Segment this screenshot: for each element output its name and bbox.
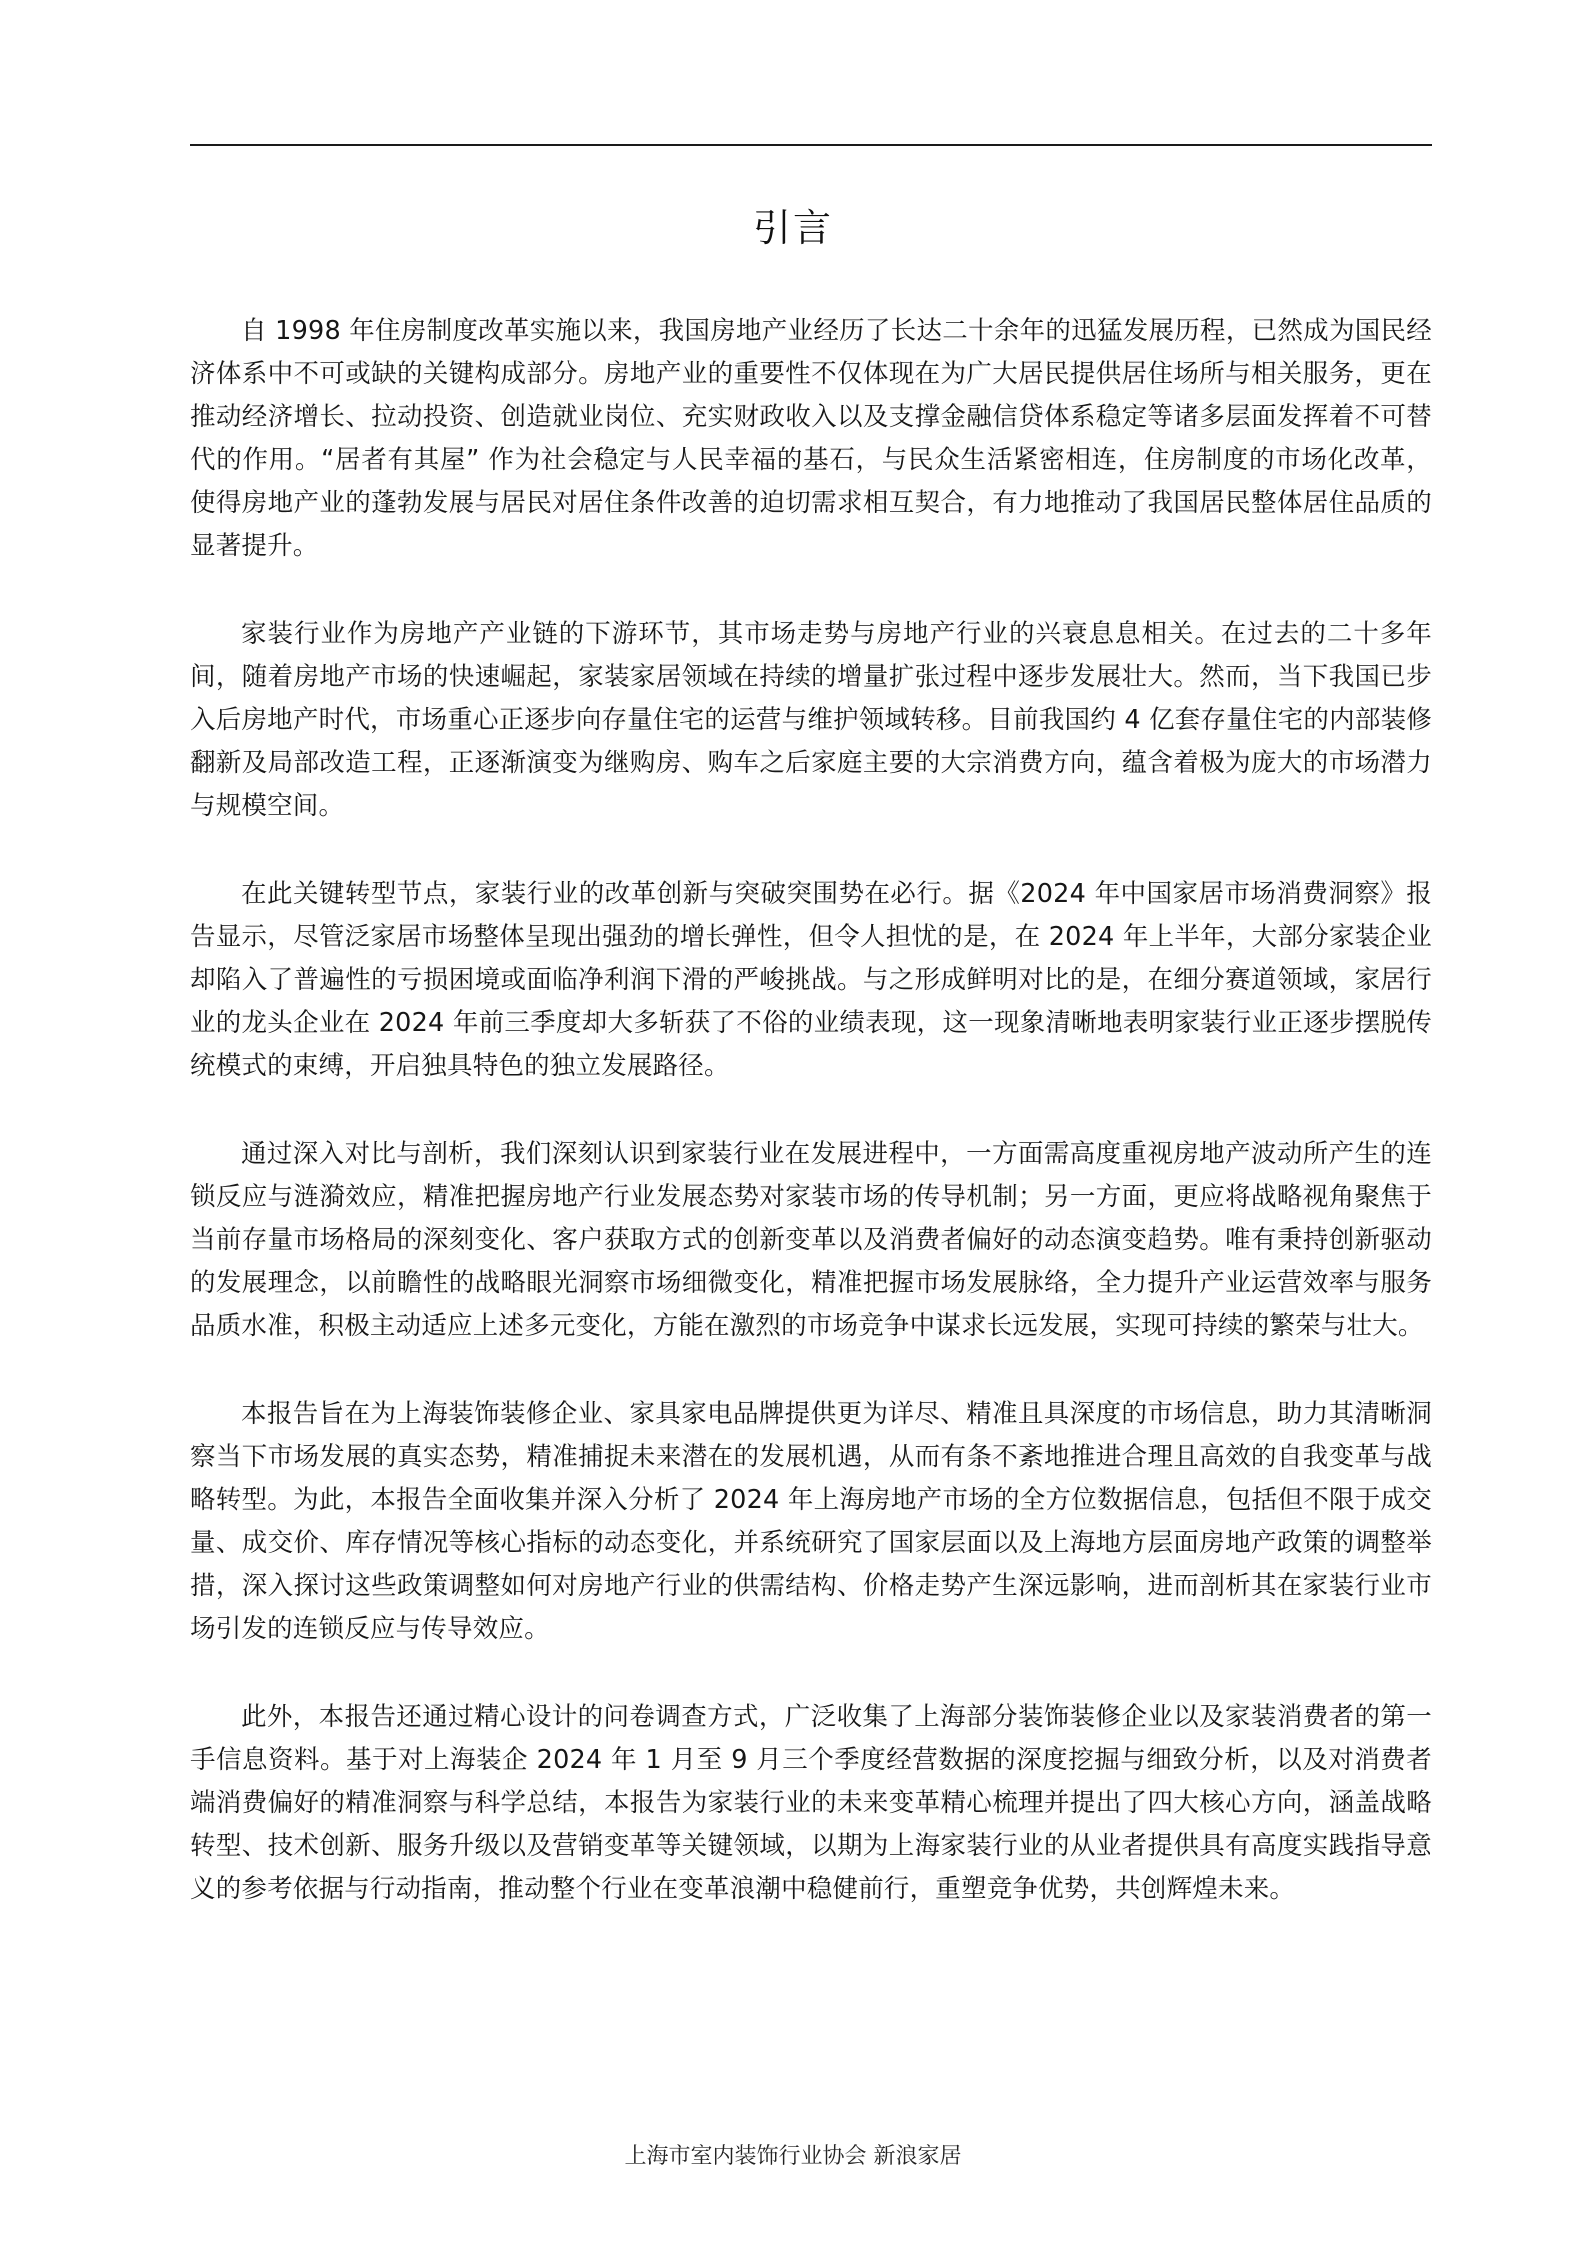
paragraph-4: 通过深入对比与剖析，我们深刻认识到家装行业在发展进程中，一方面需高度重视房地产波动所产生的连锁反应与涟漪效应，精准把握房地产行业发展态势对家装市场的传导机制；另一方面，更应将战略视角聚焦于当前存量市场格局的深刻变化、客户获取方式的创新变革以及消费者偏好的动态演变趋势。唯有秉持创新驱动的发展理念，以前瞻性的战略眼光洞察市场细微变化，精准把握市场发展脉络，全力提升产业运营效率与服务品质水准，积极主动适应上述多元变化，方能在激烈的市场竞争中谋求长远发展，实现可持续的繁荣与壮大。	[190, 1139, 1432, 1341]
header-rule	[190, 144, 1432, 146]
page-footer: 上海市室内装饰行业协会 新浪家居	[624, 2144, 962, 2169]
page-title: 引言	[752, 206, 833, 250]
paragraph-2: 家装行业作为房地产产业链的下游环节，其市场走势与房地产行业的兴衰息息相关。在过去的二十多年间，随着房地产市场的快速崛起，家装家居领域在持续的增量扩张过程中逐步发展壮大。然而，当下我国已步入后房地产时代，市场重心正逐步向存量住宅的运营与维护领域转移。目前我国约 4 亿套存量住宅的内部装修翻新及局部改造工程，正逐渐演变为继购房、购车之后家庭主要的大宗消费方向，蕴含着极为庞大的市场潜力与规模空间。	[190, 619, 1432, 821]
paragraph-6: 此外，本报告还通过精心设计的问卷调查方式，广泛收集了上海部分装饰装修企业以及家装消费者的第一手信息资料。基于对上海装企 2024 年 1 月至 9 月三个季度经营数据的深度挖掘与细致分析，以及对消费者端消费偏好的精准洞察与科学总结，本报告为家装行业的未来变革精心梳理并提出了四大核心方向，涵盖战略转型、技术创新、服务升级以及营销变革等关键领域，以期为上海家装行业的从业者提供具有高度实践指导意义的参考依据与行动指南，推动整个行业在变革浪潮中稳健前行，重塑竞争优势，共创辉煌未来。	[190, 1702, 1432, 1904]
paragraph-3: 在此关键转型节点，家装行业的改革创新与突破突围势在必行。据《2024 年中国家居市场消费洞察》报告显示，尽管泛家居市场整体呈现出强劲的增长弹性，但令人担忧的是，在 2024 年上半年，大部分家装企业却陷入了普遍性的亏损困境或面临净利润下滑的严峻挑战。与之形成鲜明对比的是，在细分赛道领域，家居行业的龙头企业在 2024 年前三季度却大多斩获了不俗的业绩表现，这一现象清晰地表明家装行业正逐步摆脱传统模式的束缚，开启独具特色的独立发展路径。	[190, 879, 1432, 1081]
paragraph-5: 本报告旨在为上海装饰装修企业、家具家电品牌提供更为详尽、精准且具深度的市场信息，助力其清晰洞察当下市场发展的真实态势，精准捕捉未来潜在的发展机遇，从而有条不紊地推进合理且高效的自我变革与战略转型。为此，本报告全面收集并深入分析了 2024 年上海房地产市场的全方位数据信息，包括但不限于成交量、成交价、库存情况等核心指标的动态变化，并系统研究了国家层面以及上海地方层面房地产政策的调整举措，深入探讨这些政策调整如何对房地产行业的供需结构、价格走势产生深远影响，进而剖析其在家装行业市场引发的连锁反应与传导效应。	[190, 1399, 1432, 1644]
paragraph-1: 自 1998 年住房制度改革实施以来，我国房地产业经历了长达二十余年的迅猛发展历程，已然成为国民经济体系中不可或缺的关键构成部分。房地产业的重要性不仅体现在为广大居民提供居住场所与相关服务，更在推动经济增长、拉动投资、创造就业岗位、充实财政收入以及支撑金融信贷体系稳定等诸多层面发挥着不可替代的作用。“居者有其屋” 作为社会稳定与人民幸福的基石，与民众生活紧密相连，住房制度的市场化改革，使得房地产业的蓬勃发展与居民对居住条件改善的迫切需求相互契合，有力地推动了我国居民整体居住品质的显著提升。	[190, 316, 1432, 561]
document-body	[190, 310, 1432, 1956]
